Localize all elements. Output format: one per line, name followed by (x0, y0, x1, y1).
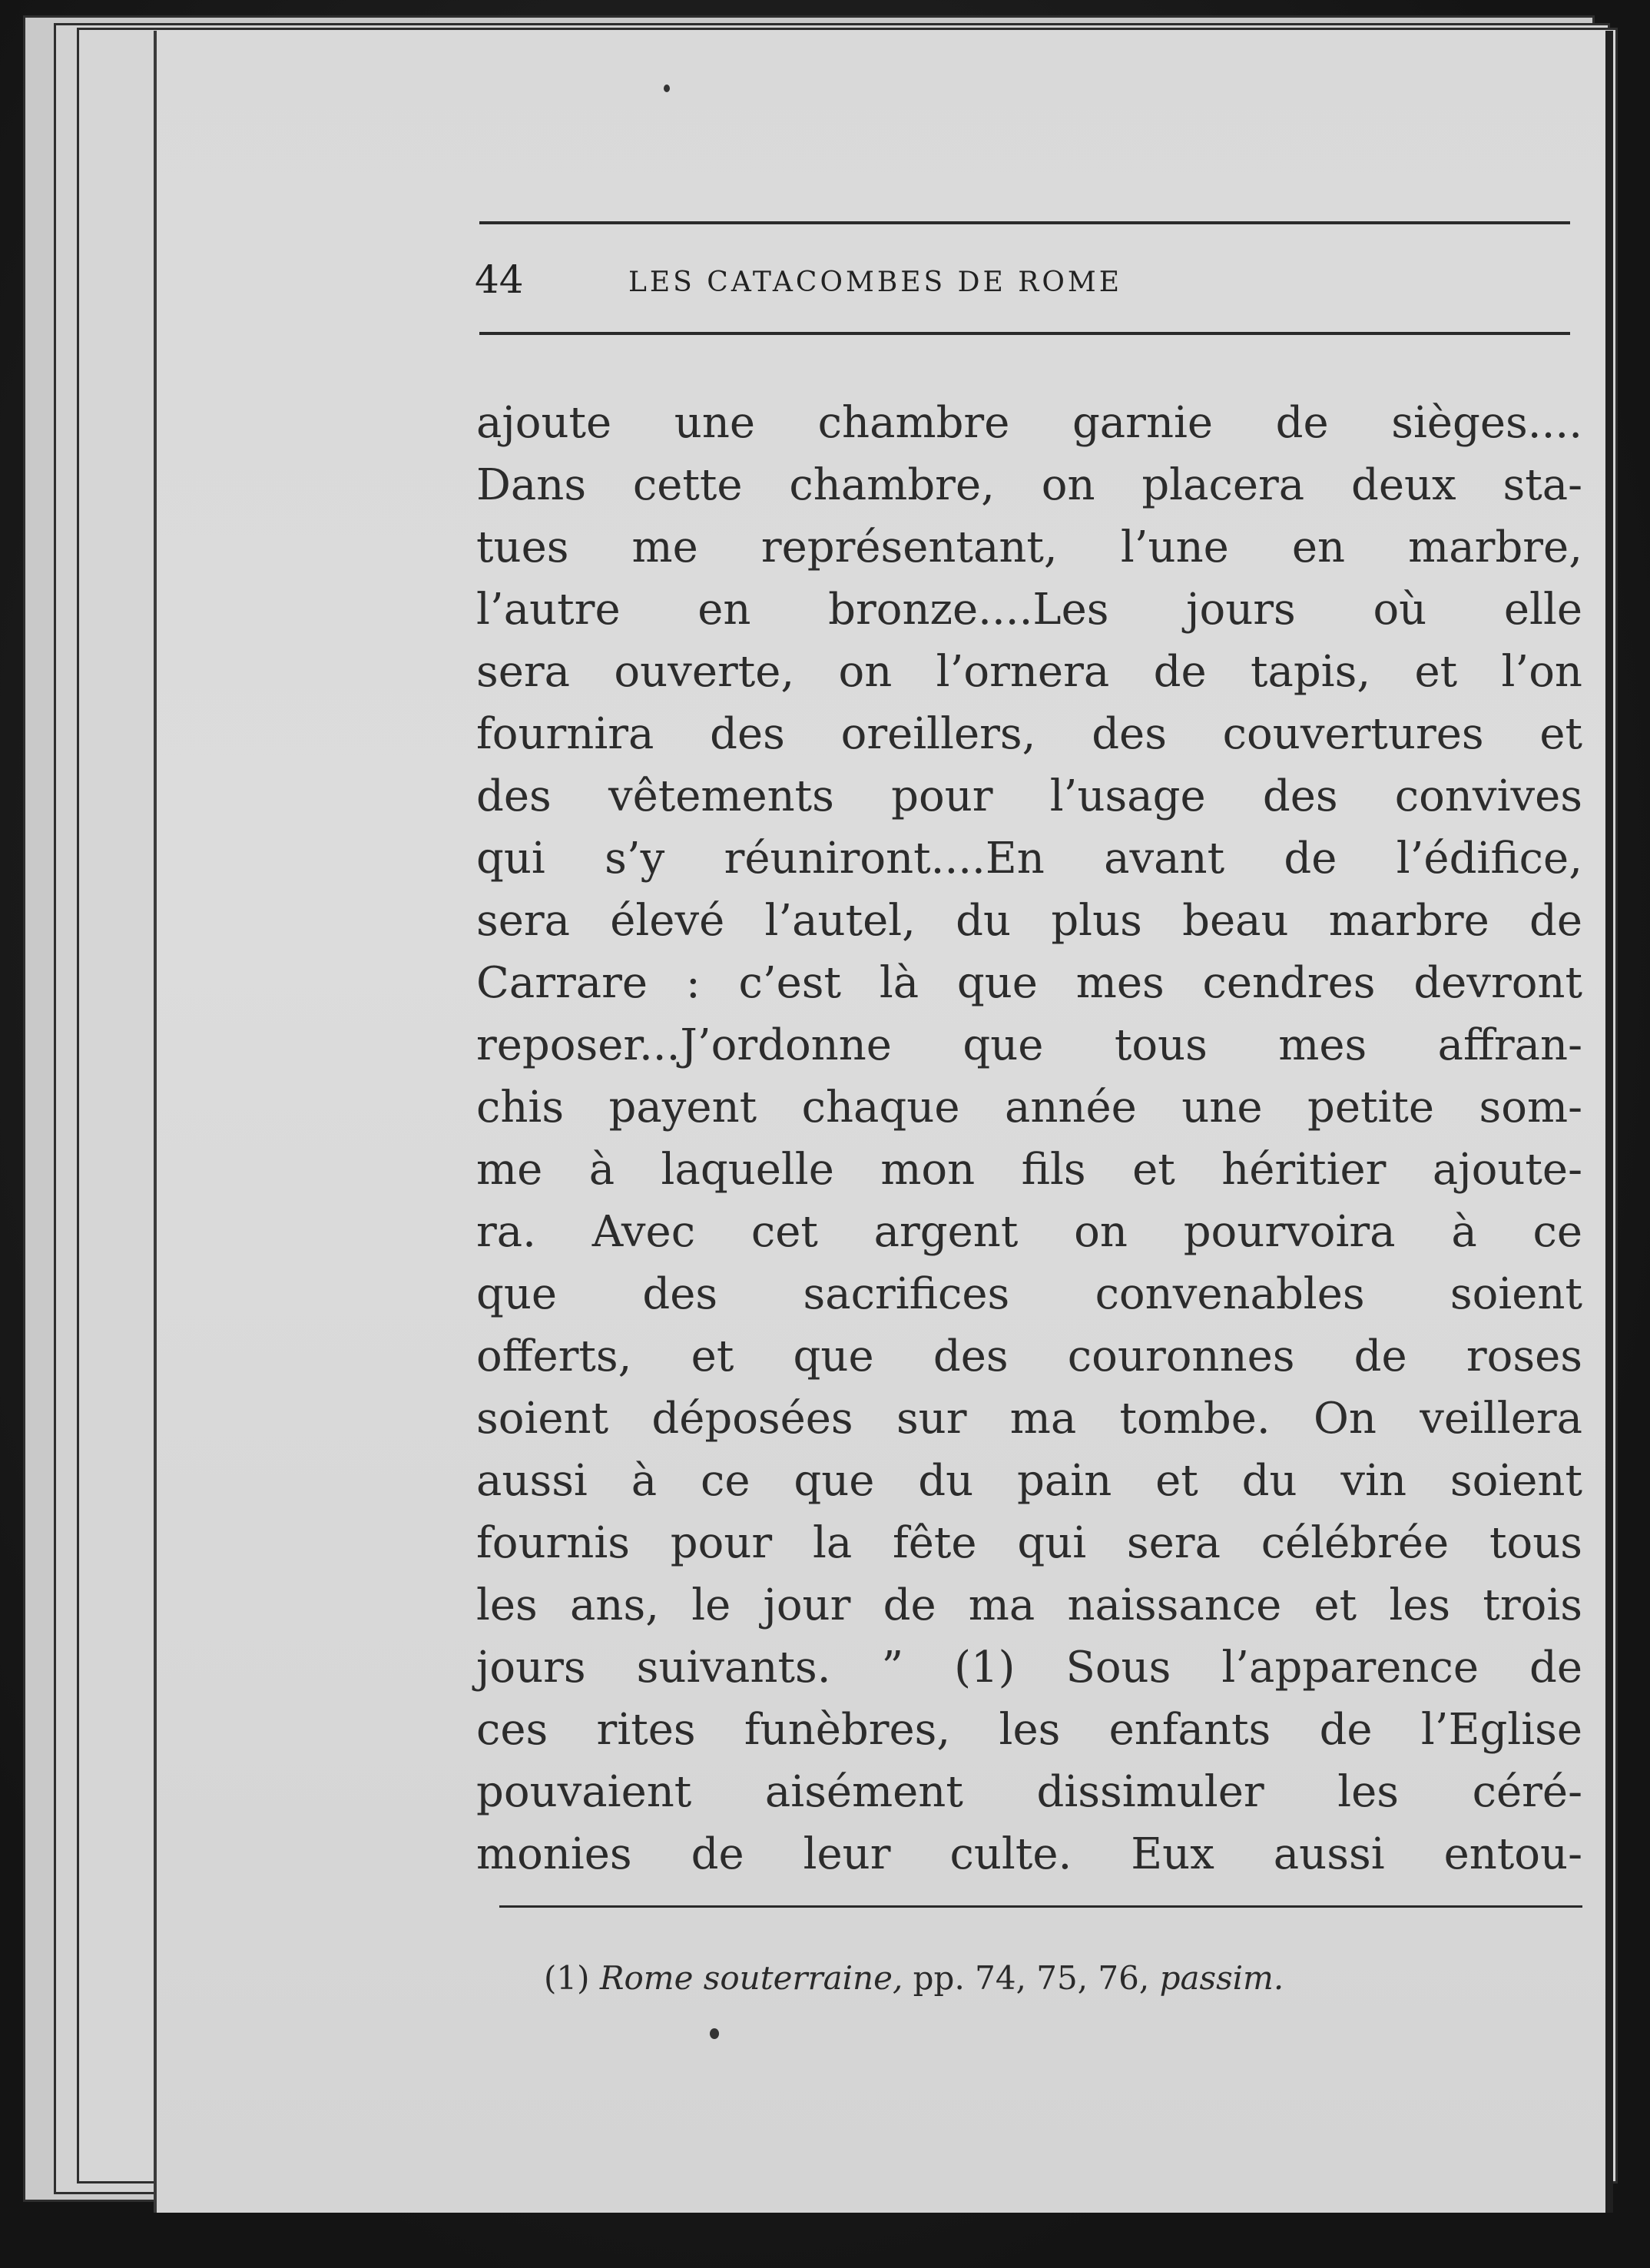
text-line: l’autre en bronze....Les jours où elle (476, 585, 1582, 635)
text-line: Dans cette chambre, on placera deux sta- (476, 460, 1582, 510)
text-line: sera élevé l’autel, du plus beau marbre de (476, 896, 1582, 946)
text-line: les ans, le jour de ma naissance et les trois (476, 1580, 1582, 1630)
header-top-rule (479, 221, 1570, 224)
text-line: fournis pour la fête qui sera célébrée tous (476, 1518, 1582, 1568)
footnote-marker: (1) (544, 1959, 590, 1997)
text-line: offerts, et que des couronnes de roses (476, 1331, 1582, 1381)
text-line: pouvaient aisément dissimuler les céré- (476, 1767, 1582, 1817)
running-head (475, 257, 1573, 319)
book-page (154, 31, 1613, 2213)
text-line: aussi à ce que du pain et du vin soient (476, 1456, 1582, 1506)
text-line: monies de leur culte. Eux aussi entou- (476, 1829, 1582, 1879)
scan-speck (664, 85, 670, 92)
text-line: ra. Avec cet argent on pourvoira à ce (476, 1207, 1582, 1257)
text-line: que des sacrifices convenables soient (476, 1269, 1582, 1319)
text-line: qui s’y réuniront....En avant de l’édifice, (476, 834, 1582, 884)
text-line: Carrare : c’est là que mes cendres devront (476, 958, 1582, 1008)
text-line: jours suivants. ” (1) Sous l’apparence de (476, 1643, 1582, 1693)
footnote-passim: passim. (1159, 1959, 1284, 1997)
footnote-rule (499, 1905, 1582, 1908)
scan-speck (710, 2028, 719, 2039)
text-line: ces rites funèbres, les enfants de l’Eglise (476, 1705, 1582, 1755)
footnote (544, 1959, 1558, 1997)
text-line: me à laquelle mon fils et héritier ajoute- (476, 1145, 1582, 1195)
text-line: chis payent chaque année une petite som- (476, 1083, 1582, 1132)
text-line: reposer...J’ordonne que tous mes affran- (476, 1020, 1582, 1070)
text-line: des vêtements pour l’usage des convives (476, 771, 1582, 821)
page-number: 44 (475, 257, 524, 302)
text-line: fournira des oreillers, des couvertures et (476, 709, 1582, 759)
footnote-pages: pp. 74, 75, 76, (913, 1959, 1150, 1997)
footnote-source: Rome souterraine, (599, 1959, 903, 1997)
header-bottom-rule (479, 332, 1570, 335)
text-line: tues me représentant, l’une en marbre, (476, 522, 1582, 572)
text-line: sera ouverte, on l’ornera de tapis, et l’on (476, 647, 1582, 697)
running-title: LES CATACOMBES DE ROME (628, 267, 1123, 298)
text-line: ajoute une chambre garnie de sièges.... (476, 398, 1582, 448)
text-line: soient déposées sur ma tombe. On veillera (476, 1394, 1582, 1444)
body-text (476, 392, 1582, 1885)
